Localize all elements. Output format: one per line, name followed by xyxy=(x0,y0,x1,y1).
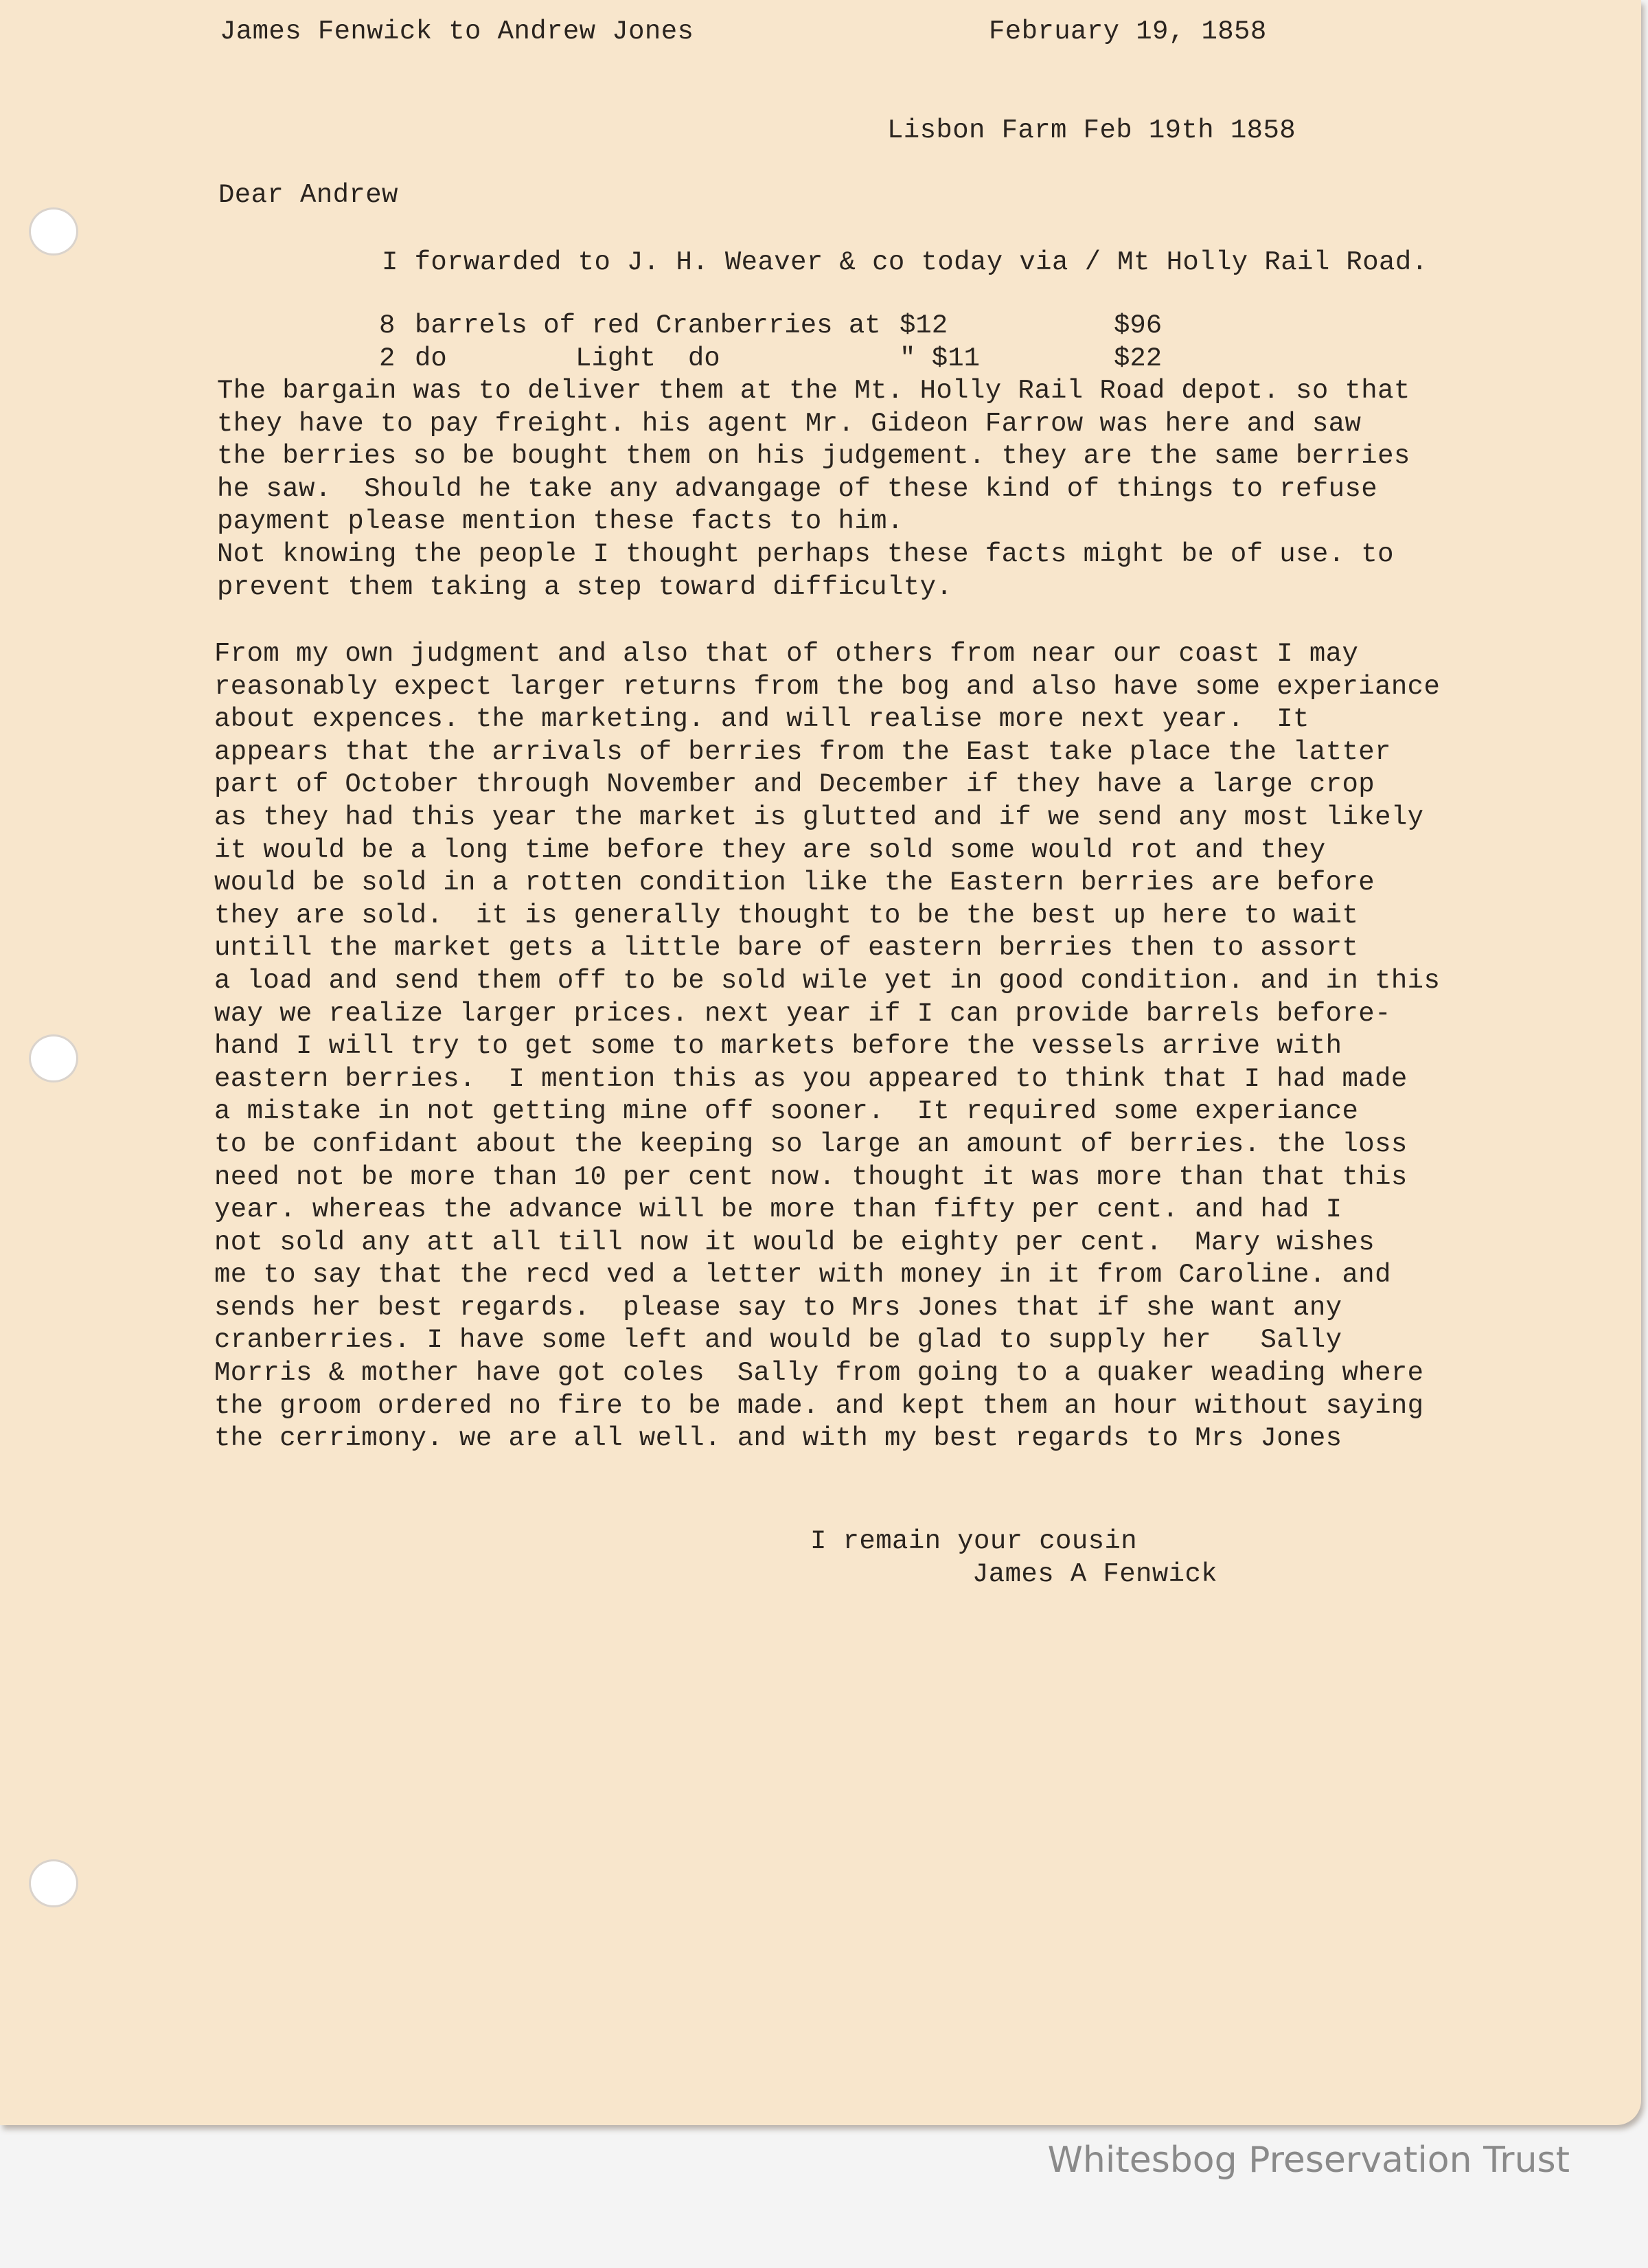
header-date: February 19, 1858 xyxy=(989,16,1267,47)
watermark-credit: Whitesbog Preservation Trust xyxy=(1047,2140,1570,2181)
letter-signature: James A Fenwick xyxy=(972,1559,1218,1589)
letter-place-date: Lisbon Farm Feb 19th 1858 xyxy=(887,115,1296,146)
invoice-description: barrels of red Cranberries at xyxy=(415,310,881,341)
invoice-price: " $11 xyxy=(900,343,981,374)
invoice-total: $96 xyxy=(1114,310,1163,341)
binder-hole-middle xyxy=(29,1034,78,1082)
invoice-quantity: 2 xyxy=(379,343,396,374)
invoice-price: $12 xyxy=(900,310,948,341)
invoice-row xyxy=(379,342,1203,375)
invoice-total: $22 xyxy=(1114,343,1163,374)
letter-paragraph-2: From my own judgment and also that of others from near our coast I may reasonably expect larger returns from the bog and also have some experiance about expences. the marketing. and will realise more next year. It appears that the arrivals of berries from the East take place the latter part of October through November and December if they have a large crop as they had this year the market is glutted and if we send any most likely it would be a long time before they are sold some would rot and they would be sold in a rotten condition like the Eastern berries are before they are sold. it is generally thought to be the best up here to wait untill the market gets a little bare of eastern berries then to assort a load and send them off to be sold wile yet in good condition. and in this way we realize larger prices. next year if I can provide barrels before- hand I will try to get some to markets before the vessels arrive with eastern berries. I mention this as you appeared to think that I had made a mistake in not getting mine off sooner. It required some experiance to be confidant about the keeping so large an amount of berries. the loss need not be more than 10 per cent now. thought it was more than that this year. whereas the advance will be more than fifty per cent. and had I not sold any att all till now it would be eighty per cent. Mary wishes me to say that the recd ved a letter with money in it from Caroline. and sends her best regards. please say to Mrs Jones that if she want any cranberries. I have some left and would be glad to supply her Sally Morris & mother have got coles Sally from going to a quaker weading where the groom ordered no fire to be made. and kept them an hour without saying the cerrimony. we are all well. and with my best regards to Mrs Jones xyxy=(214,639,1441,1454)
invoice-row xyxy=(379,309,1203,342)
invoice-table xyxy=(379,309,1203,375)
header-correspondents: James Fenwick to Andrew Jones xyxy=(220,16,694,47)
invoice-description: do Light do xyxy=(415,343,720,374)
letter-intro-line: I forwarded to J. H. Weaver & co today via / Mt Holly Rail Road. xyxy=(382,247,1428,277)
letter-paragraph-1: The bargain was to deliver them at the Mt. Holly Rail Road depot. so that they have to pay freight. his agent Mr. Gideon Farrow was here and saw the berries so be bought them on his judgement. they are the same berries he saw. Should he take any advangage of these kind of things to refuse payment please mention these facts to him. Not knowing the people I thought perhaps these facts might be of use. to prevent them taking a step toward difficulty. xyxy=(217,376,1410,602)
invoice-quantity: 8 xyxy=(379,310,396,341)
binder-hole-bottom xyxy=(29,1859,78,1907)
binder-hole-top xyxy=(29,207,78,256)
letter-salutation: Dear Andrew xyxy=(218,180,398,210)
letter-closing: I remain your cousin xyxy=(810,1526,1138,1556)
